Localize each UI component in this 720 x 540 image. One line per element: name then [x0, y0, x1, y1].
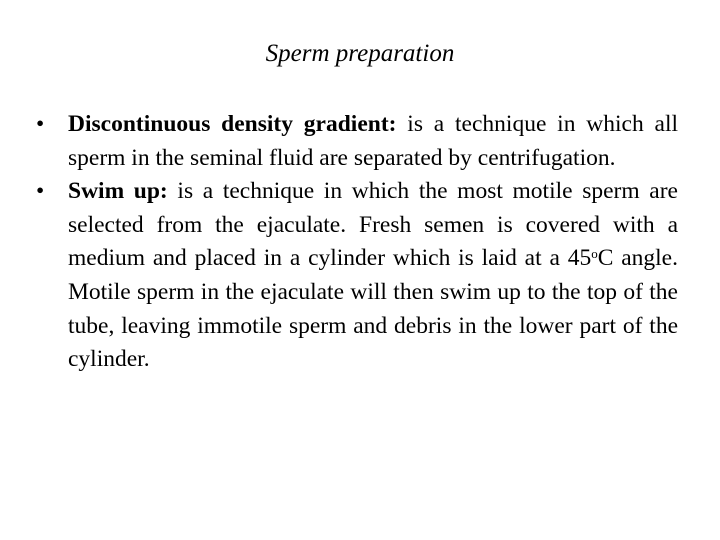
bullet-item-density-gradient — [36, 108, 678, 175]
bullet-term: Swim up: — [68, 178, 168, 205]
slide-title: Sperm preparation — [265, 40, 455, 67]
bullet-icon: • — [36, 111, 45, 137]
bullet-text-continued: C angle. Motile sperm in the ejaculate will then swim up to the top of the tube, leaving immotile sperm and debris in the lower part of the cylinder. — [68, 245, 678, 373]
degree-superscript: o — [591, 246, 598, 262]
bullet-text: is a technique in which all sperm in the seminal fluid are separated by centrifugation. — [68, 111, 678, 171]
bullet-item-swim-up — [36, 175, 678, 377]
bullet-text: is a technique in which the most motile sperm are selected from the ejaculate. Fresh semen is covered with a medium and placed in a cylinder which is laid at a 45 — [68, 178, 678, 272]
bullet-list — [36, 108, 678, 377]
bullet-term: Discontinuous density gradient: — [68, 111, 397, 137]
bullet-icon: • — [36, 178, 45, 205]
